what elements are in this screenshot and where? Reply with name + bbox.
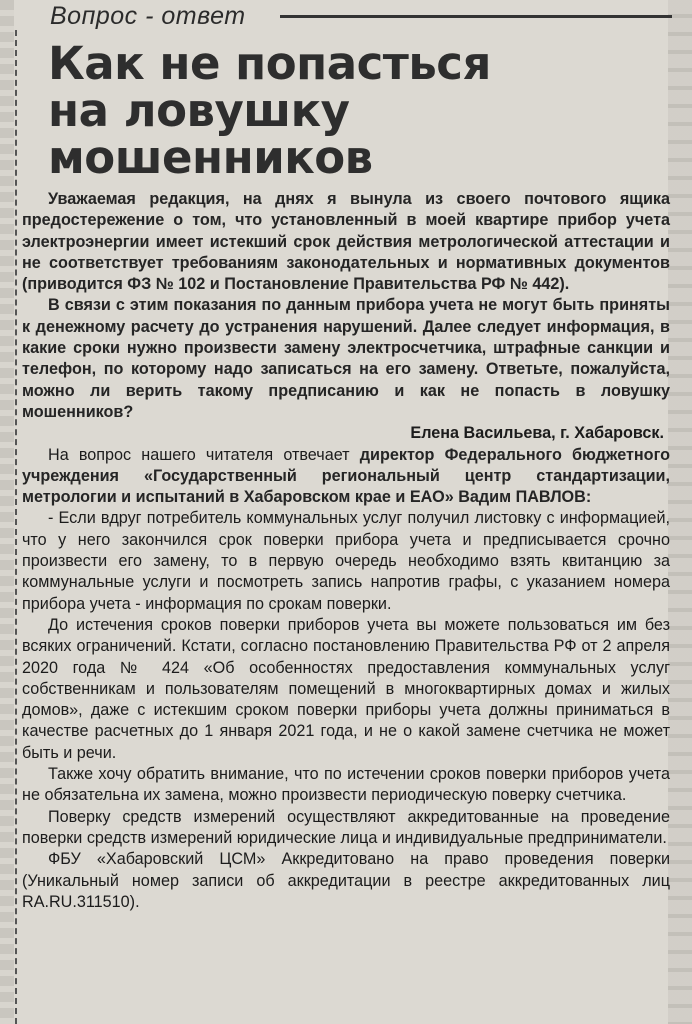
letter-paragraph-2: В связи с этим показания по данным прибора учета не могут быть приняты к денежному расчету до устранения нарушений. Далее следует информация, в какие сроки нужно произвести замену электросчетчика, штрафные санкции и телефон, по которому надо записаться на его замену. Ответьте, пожалуйста, можно ли верить такому предписанию и как не попасть в ловушку мошенников? [22, 296, 670, 421]
article-body [22, 189, 670, 913]
answer-paragraph-3: Также хочу обратить внимание, что по истечении сроков поверки приборов учета не обязательна их замена, можно произвести периодическую поверку счетчика. [22, 765, 670, 805]
right-page-edge [668, 0, 692, 1024]
answer-intro-plain: На вопрос нашего читателя отвечает [48, 445, 360, 464]
rubric-rule [280, 15, 672, 18]
dashed-cut-line [15, 30, 17, 1024]
headline-line-3: мошенников [48, 131, 373, 184]
headline-line-1: Как не попасться [48, 37, 491, 90]
answer-paragraph-1: - Если вдруг потребитель коммунальных услуг получил листовку с информацией, что у него закончился срок поверки прибора учета и предписывается срочно произвести его замену, то в первую очередь необходимо взять квитанцию за коммунальные услуги и посмотреть запись напротив графы, с указанием номера прибора учета - информация по срокам поверки. [22, 509, 670, 613]
answer-intro [22, 445, 670, 509]
answer-paragraph-4: Поверку средств измерений осуществляют аккредитованные на проведение поверки средств измерений юридические лица и индивидуальные предприниматели. [22, 807, 670, 847]
answer-paragraph-5: ФБУ «Хабаровский ЦСМ» Аккредитовано на право проведения поверки (Уникальный номер записи об аккредитации в реестре аккредитованных лиц RA.RU.311510). [22, 850, 670, 911]
headline-line-2: на ловушку [48, 84, 350, 137]
answer-intro-respondent: директор Федерального бюджетного учреждения «Государственный региональный центр стандартизации, метрологии и испытаний в Хабаровском крае и ЕАО» Вадим ПАВЛОВ: [22, 445, 670, 507]
letter-paragraph-1: Уважаемая редакция, на днях я вынула из своего почтового ящика предостережение о том, что установленный в моей квартире прибор учета электроэнергии имеет истекший срок действия метрологической аттестации и не соответствует требованиям законодательных и нормативных документов (приводится ФЗ № 102 и Постановление Правительства РФ № 442). [22, 190, 670, 294]
article [22, 0, 670, 1024]
letter-signature: Елена Васильева, г. Хабаровск. [410, 424, 664, 443]
headline [48, 37, 670, 184]
left-page-edge [0, 0, 14, 1024]
rubric-label: Вопрос - ответ [50, 2, 246, 30]
rubric-row [22, 0, 670, 34]
answer-paragraph-2: До истечения сроков поверки приборов учета вы можете пользоваться им без всяких ограничений. Кстати, согласно постановлению Правительства РФ от 2 апреля 2020 года № 424 «Об особенностях предоставления коммунальных услуг собственникам и пользователям помещений в многоквартирных домах и жилых домов», даже с истекшим сроком поверки приборы учета должны приниматься в качестве расчетных до 1 января 2021 года, и не о какой замене счетчика не может быть и речи. [22, 615, 670, 762]
